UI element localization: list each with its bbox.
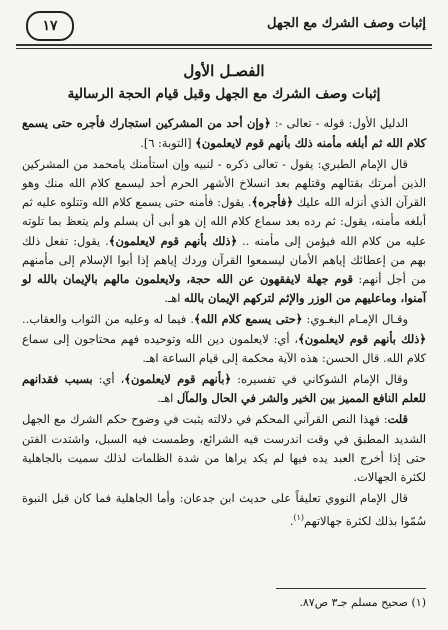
text-run: . فيما له وعليه من الثواب والعقاب.. <box>22 312 194 327</box>
emphasized-text: ﴿بأنهم قوم لايعلمون﴾ <box>124 372 232 387</box>
emphasized-text: قلت <box>387 412 408 427</box>
emphasized-text: بسبب فقدانهم للعلم النافع المميز بين الخير والشر في الحال والمآل <box>22 372 426 406</box>
text-run: . يقول: فأمنه حتى يسمع كلام الله وتتلوه عليه ثم أبلغه مأمنه، يقول: ثم رده بعد سماع كلام الله إن هو أبى أن يسلم ولم يتعظ بما تلوته عليه من كلام الله فيؤمن إلى مأمنه .. <box>22 195 426 248</box>
page-number-badge: ١٧ <box>26 11 74 41</box>
text-run: ، أي: <box>92 372 125 387</box>
paragraph-6 <box>22 489 426 531</box>
text-run: . <box>289 514 294 529</box>
page-header <box>16 8 432 46</box>
text-run: ، أي: لايعلمون دين الله وتوحيده فهم محتاجون إلى سماع كلام الله. قال الحسن: هذه الآية محكمة إلى قيام الساعة اهـ. <box>22 331 426 365</box>
paragraph-2 <box>22 155 426 309</box>
emphasized-text: ﴿حتى يسمع كلام الله﴾ <box>193 312 303 327</box>
body-paragraphs <box>22 114 426 531</box>
paragraph-3 <box>22 310 426 368</box>
text-run: اهـ. <box>157 391 177 406</box>
emphasized-text: ﴿فأجره﴾ <box>251 195 294 210</box>
text-run: اهـ. <box>164 291 184 306</box>
text-run: الدليل الأول: قوله - تعالى -: <box>270 116 408 131</box>
page-body <box>22 62 426 533</box>
emphasized-text: قوم جهلة لايفقهون عن الله حجة، ولايعلمون مالهم بالإيمان بالله لو آمنوا، وماعليهم من الوزر والإثم لتركهم الإيمان بالله <box>22 272 426 306</box>
chapter-title: الفصـل الأول <box>183 62 265 80</box>
text-run: قال الإمام النووي تعليقاً على حديث ابن جدعان: وأما الجاهلية فما كان قبل النبوة سُمّوا بذلك لكثرة جهالاتهم <box>22 491 426 529</box>
paragraph-5 <box>22 410 426 487</box>
footnote: (١) صحيح مسلم جـ٣ ص٨٧. <box>299 596 426 609</box>
paragraph-4 <box>22 370 426 408</box>
emphasized-text: ﴿ذلك بأنهم قوم لايعلمون﴾ <box>108 233 238 248</box>
emphasized-text: ﴿وإن أحد من المشركين استجارك فأجره حتى يسمع كلام الله ثم أبلغه مأمنه ذلك بأنهم قوم لايعلمون﴾ <box>22 116 426 150</box>
footnote-marker: (١) <box>293 513 305 523</box>
text-run: : فهذا النص القرآني المحكم في دلالته يثبت في وضوح حكم الشرك مع الجهل الشديد المطبق في وقت اندرست فيه الشرائع، وطمست فيه السبل، واشتدت الفتن حتى إذا أخرج العبد يده فيها لم يكد يراها من شدة الظلمات لذلك سميت بالجاهلية لكثرة الجهالات. <box>22 412 426 485</box>
text-run: قال الإمام الطبري: يقول - تعالى ذكره - لنبيه وإن استأمنك يامحمد من المشركين الذين أمرتك بقتالهم وقتلهم بعد انسلاخ الأشهر الحرم أحد ليسمع كلام الله منك وهو القرآن الذي أنزله الله عليك <box>22 156 426 210</box>
paragraph-1 <box>22 114 426 152</box>
text-run: [التوبة: ٦]. <box>140 135 196 150</box>
section-title: إثبات وصف الشرك مع الجهل وقبل قيام الحجة الرسالية <box>67 86 381 103</box>
text-run: وقـال الإمـام البغـوي: <box>302 312 409 327</box>
footnote-divider <box>276 588 426 589</box>
emphasized-text: ﴿ذلك بأنهم قوم لايعلمون﴾ <box>298 331 426 346</box>
text-run: . يقول: تفعل ذلك بهم من إعطائك إياهم الأمان ليسمعوا القرآن وردك إياهم إذا أبوا الإسلام إلى مأمنهم من أجل أنهم: <box>22 233 426 287</box>
running-title: إثبات وصف الشرك مع الجهل <box>267 16 426 31</box>
text-run: وقال الإمام الشوكاني في تفسيره: <box>231 372 408 387</box>
